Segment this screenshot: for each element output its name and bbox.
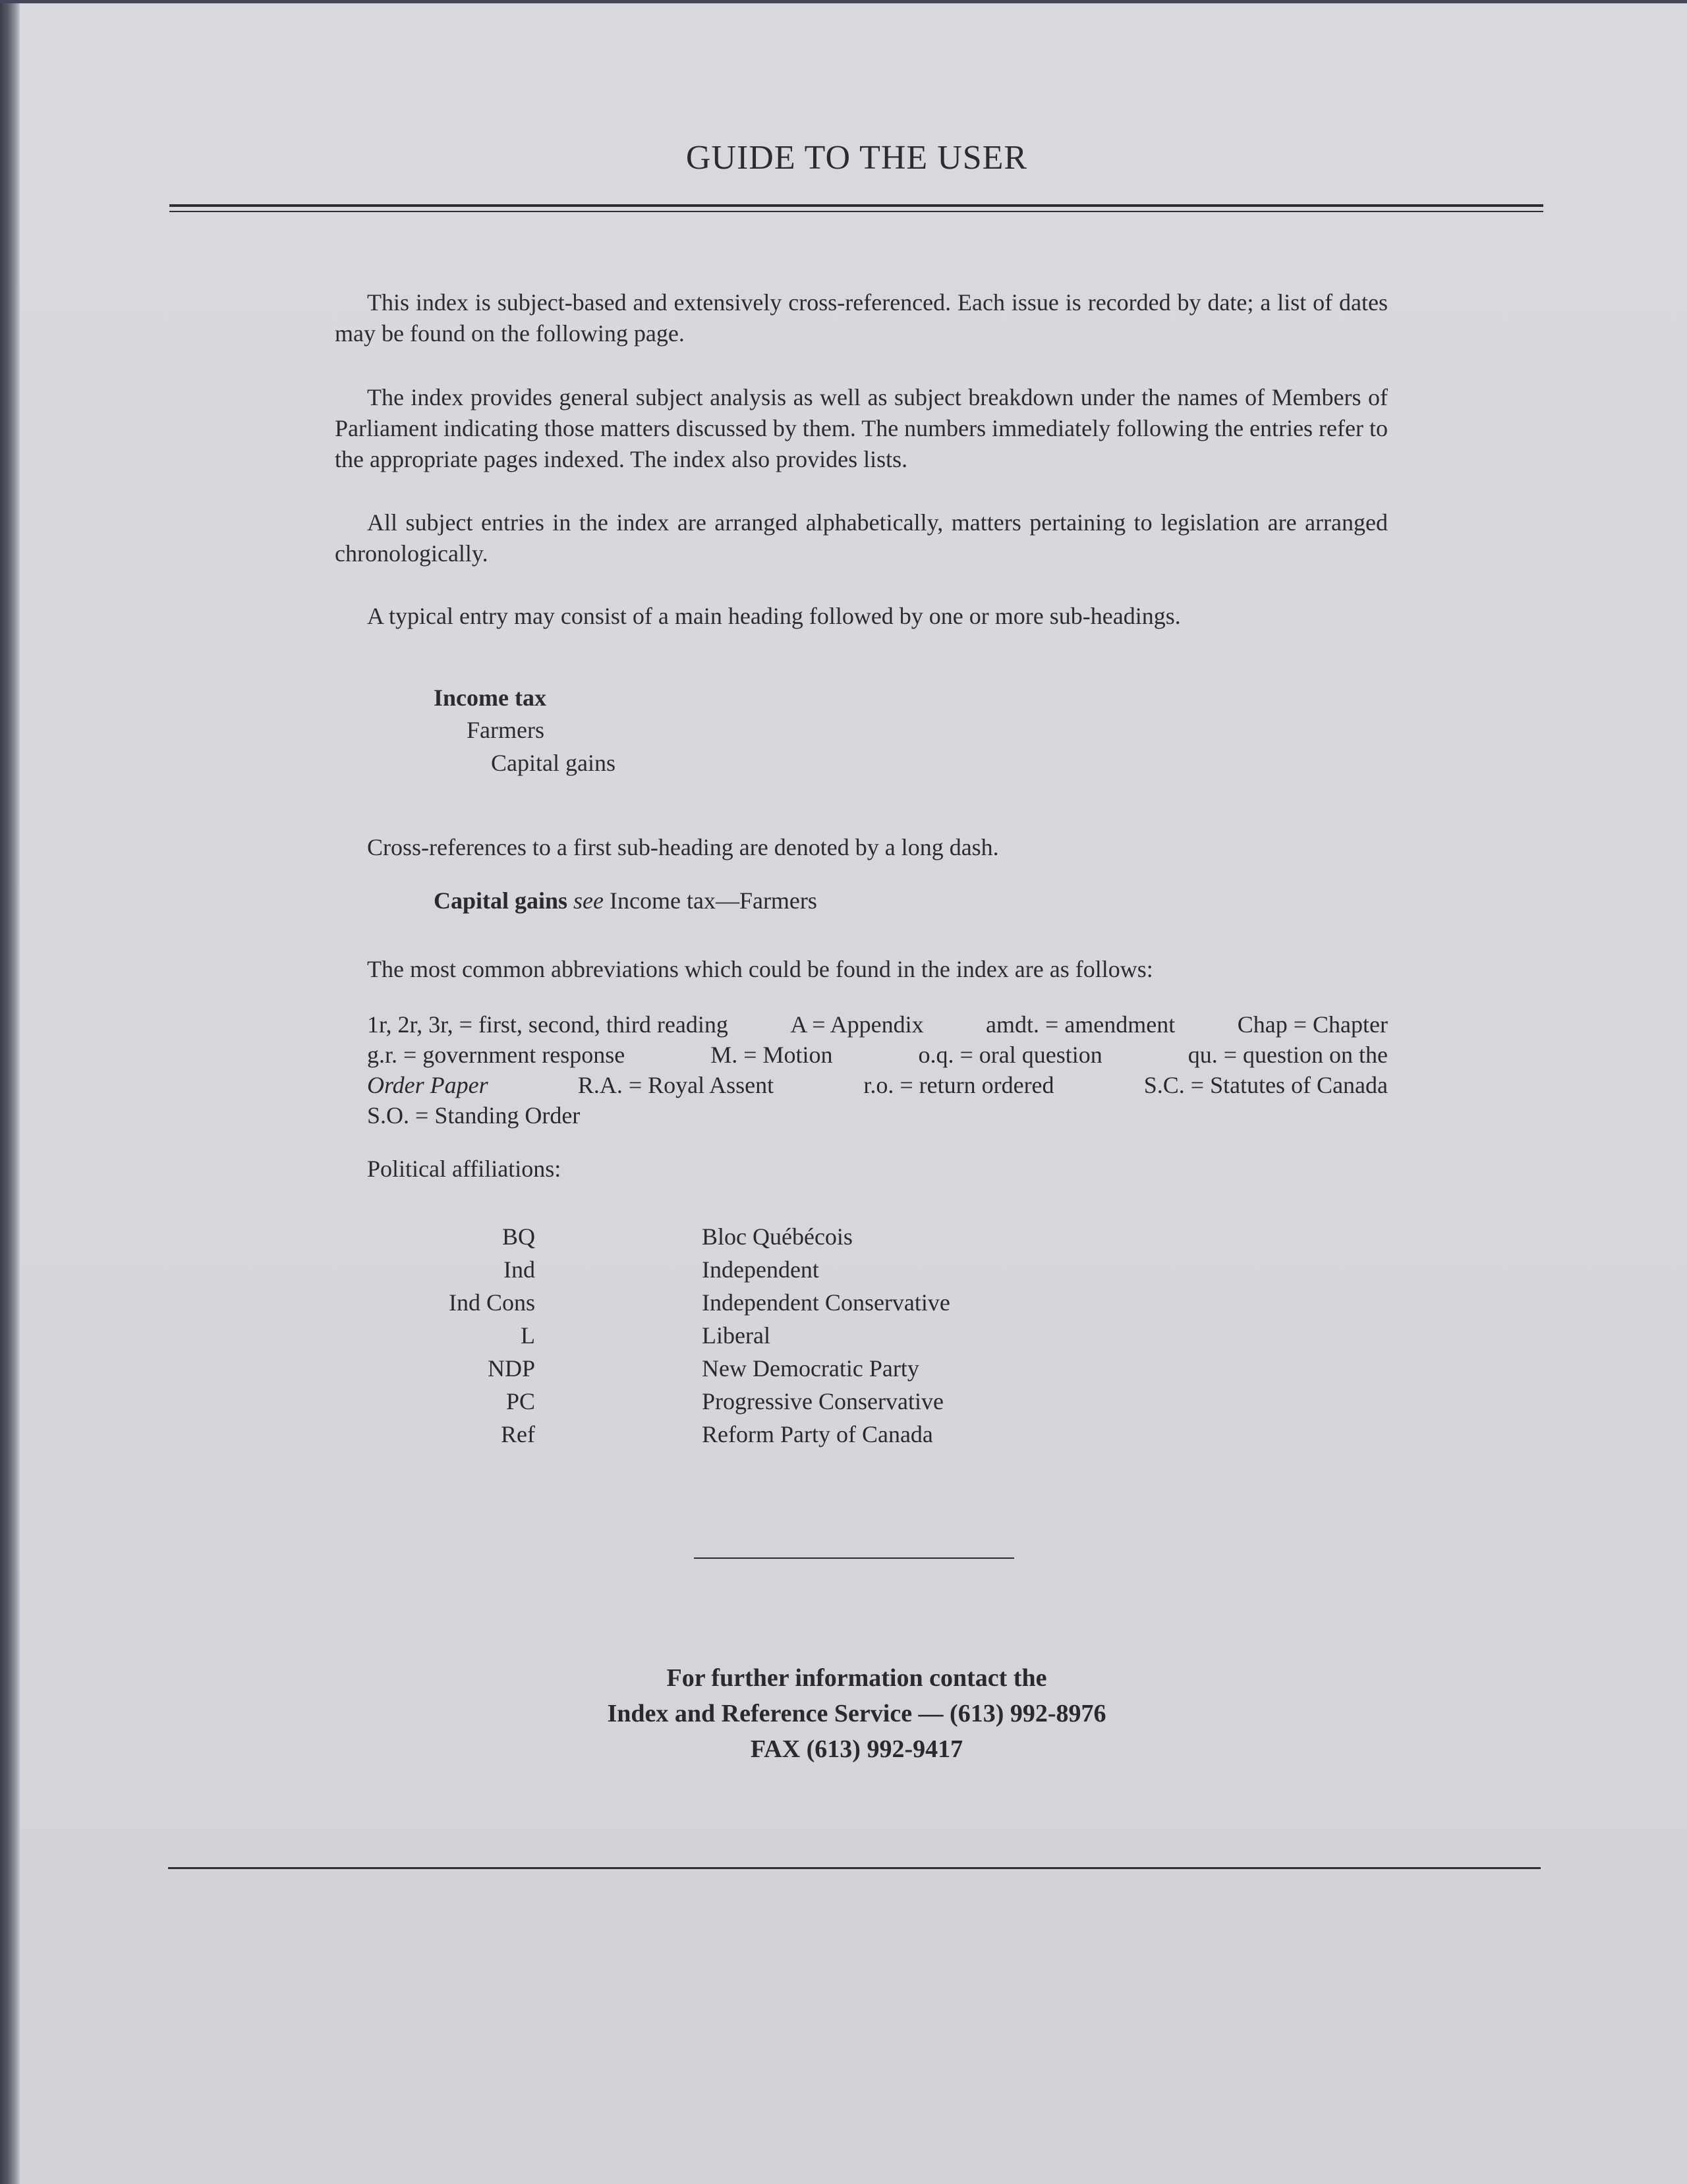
contact-fax: FAX (613) 992-9417 xyxy=(750,1735,963,1763)
affiliation-name: Liberal xyxy=(702,1322,770,1349)
affiliation-abbr: Ind xyxy=(503,1256,535,1283)
contact-line-1: For further information contact the xyxy=(666,1664,1047,1692)
affiliation-row xyxy=(367,1286,950,1319)
affiliation-abbr: NDP xyxy=(487,1355,535,1382)
abbrev-item: R.A. = Royal Assent xyxy=(577,1072,774,1098)
title-rule-thick xyxy=(169,204,1543,207)
abbrev-item: M. = Motion xyxy=(710,1042,833,1068)
affiliation-abbr: PC xyxy=(505,1388,535,1414)
abbrev-item: S.C. = Statutes of Canada xyxy=(1143,1072,1388,1098)
affiliation-row xyxy=(367,1352,950,1385)
abbrev-item-italic: Order Paper xyxy=(367,1072,488,1098)
page-top-edge xyxy=(0,0,1687,3)
affiliation-name: New Democratic Party xyxy=(702,1355,919,1382)
abbrev-item: A = Appendix xyxy=(790,1011,924,1038)
abbrev-item: 1r, 2r, 3r, = first, second, third reading xyxy=(367,1011,728,1038)
affiliation-name: Reform Party of Canada xyxy=(702,1421,933,1447)
abbreviations-line-1 xyxy=(367,1009,1388,1040)
affiliation-row xyxy=(367,1418,950,1451)
typical-entry-paragraph: A typical entry may consist of a main heading followed by one or more sub-headings. xyxy=(367,603,1181,629)
page-title: GUIDE TO THE USER xyxy=(685,139,1028,177)
cross-reference-example xyxy=(434,887,817,914)
analysis-paragraph: The index provides general subject analysis as well as subject breakdown under the names of Members of Parliament indicating those matters discussed by them. The numbers immediately following the entries refer to the appropriate pages indexed. The index also provides lists. xyxy=(335,384,1388,472)
title-rule-thin xyxy=(169,211,1543,212)
cross-ref-term: Capital gains xyxy=(434,887,568,914)
affiliation-row xyxy=(367,1319,950,1352)
affiliation-row xyxy=(367,1385,950,1418)
binding-edge xyxy=(0,0,20,2184)
intro-paragraph: This index is subject-based and extensively cross-referenced. Each issue is recorded by date; a list of dates may be found on the following page. xyxy=(335,289,1388,347)
affiliation-name: Independent Conservative xyxy=(702,1289,950,1316)
affiliation-row xyxy=(367,1220,950,1253)
affiliation-name: Independent xyxy=(702,1256,819,1283)
abbreviations-intro: The most common abbreviations which could be found in the index are as follows: xyxy=(367,956,1153,982)
abbrev-item: r.o. = return ordered xyxy=(863,1072,1054,1098)
example-main-heading: Income tax xyxy=(434,685,546,711)
affiliation-abbr: Ind Cons xyxy=(448,1289,535,1316)
affiliation-name: Progressive Conservative xyxy=(702,1388,944,1414)
affiliation-row xyxy=(367,1253,950,1286)
abbreviations-list xyxy=(367,1009,1388,1131)
abbrev-item: g.r. = government response xyxy=(367,1042,625,1068)
affiliation-abbr: Ref xyxy=(501,1421,535,1447)
example-sub-heading-2: Capital gains xyxy=(491,750,615,776)
cross-ref-paragraph: Cross-references to a first sub-heading are denoted by a long dash. xyxy=(367,834,999,860)
affiliation-name: Bloc Québécois xyxy=(702,1223,853,1250)
affiliations-table xyxy=(367,1220,950,1451)
abbrev-item: Chap = Chapter xyxy=(1237,1011,1388,1038)
abbrev-item: amdt. = amendment xyxy=(986,1011,1176,1038)
example-sub-heading-1: Farmers xyxy=(467,717,544,743)
abbreviations-line-2 xyxy=(367,1040,1388,1070)
affiliation-abbr: L xyxy=(521,1322,535,1349)
bottom-rule xyxy=(168,1867,1541,1869)
section-divider xyxy=(694,1557,1014,1559)
abbrev-item: o.q. = oral question xyxy=(918,1042,1102,1068)
contact-block xyxy=(0,1660,1687,1767)
abbrev-item: S.O. = Standing Order xyxy=(367,1102,581,1129)
abbreviations-line-4 xyxy=(367,1100,1388,1131)
cross-ref-target: Income tax—Farmers xyxy=(610,887,817,914)
cross-ref-see: see xyxy=(573,887,604,914)
ordering-paragraph: All subject entries in the index are arranged alphabetically, matters pertaining to legislation are arranged chronologically. xyxy=(335,509,1388,567)
contact-line-2: Index and Reference Service — (613) 992-8976 xyxy=(607,1700,1106,1727)
affiliation-abbr: BQ xyxy=(501,1223,535,1250)
political-affiliations-label: Political affiliations: xyxy=(367,1156,561,1182)
abbrev-item: qu. = question on the xyxy=(1187,1042,1388,1068)
abbreviations-line-3 xyxy=(367,1070,1388,1100)
